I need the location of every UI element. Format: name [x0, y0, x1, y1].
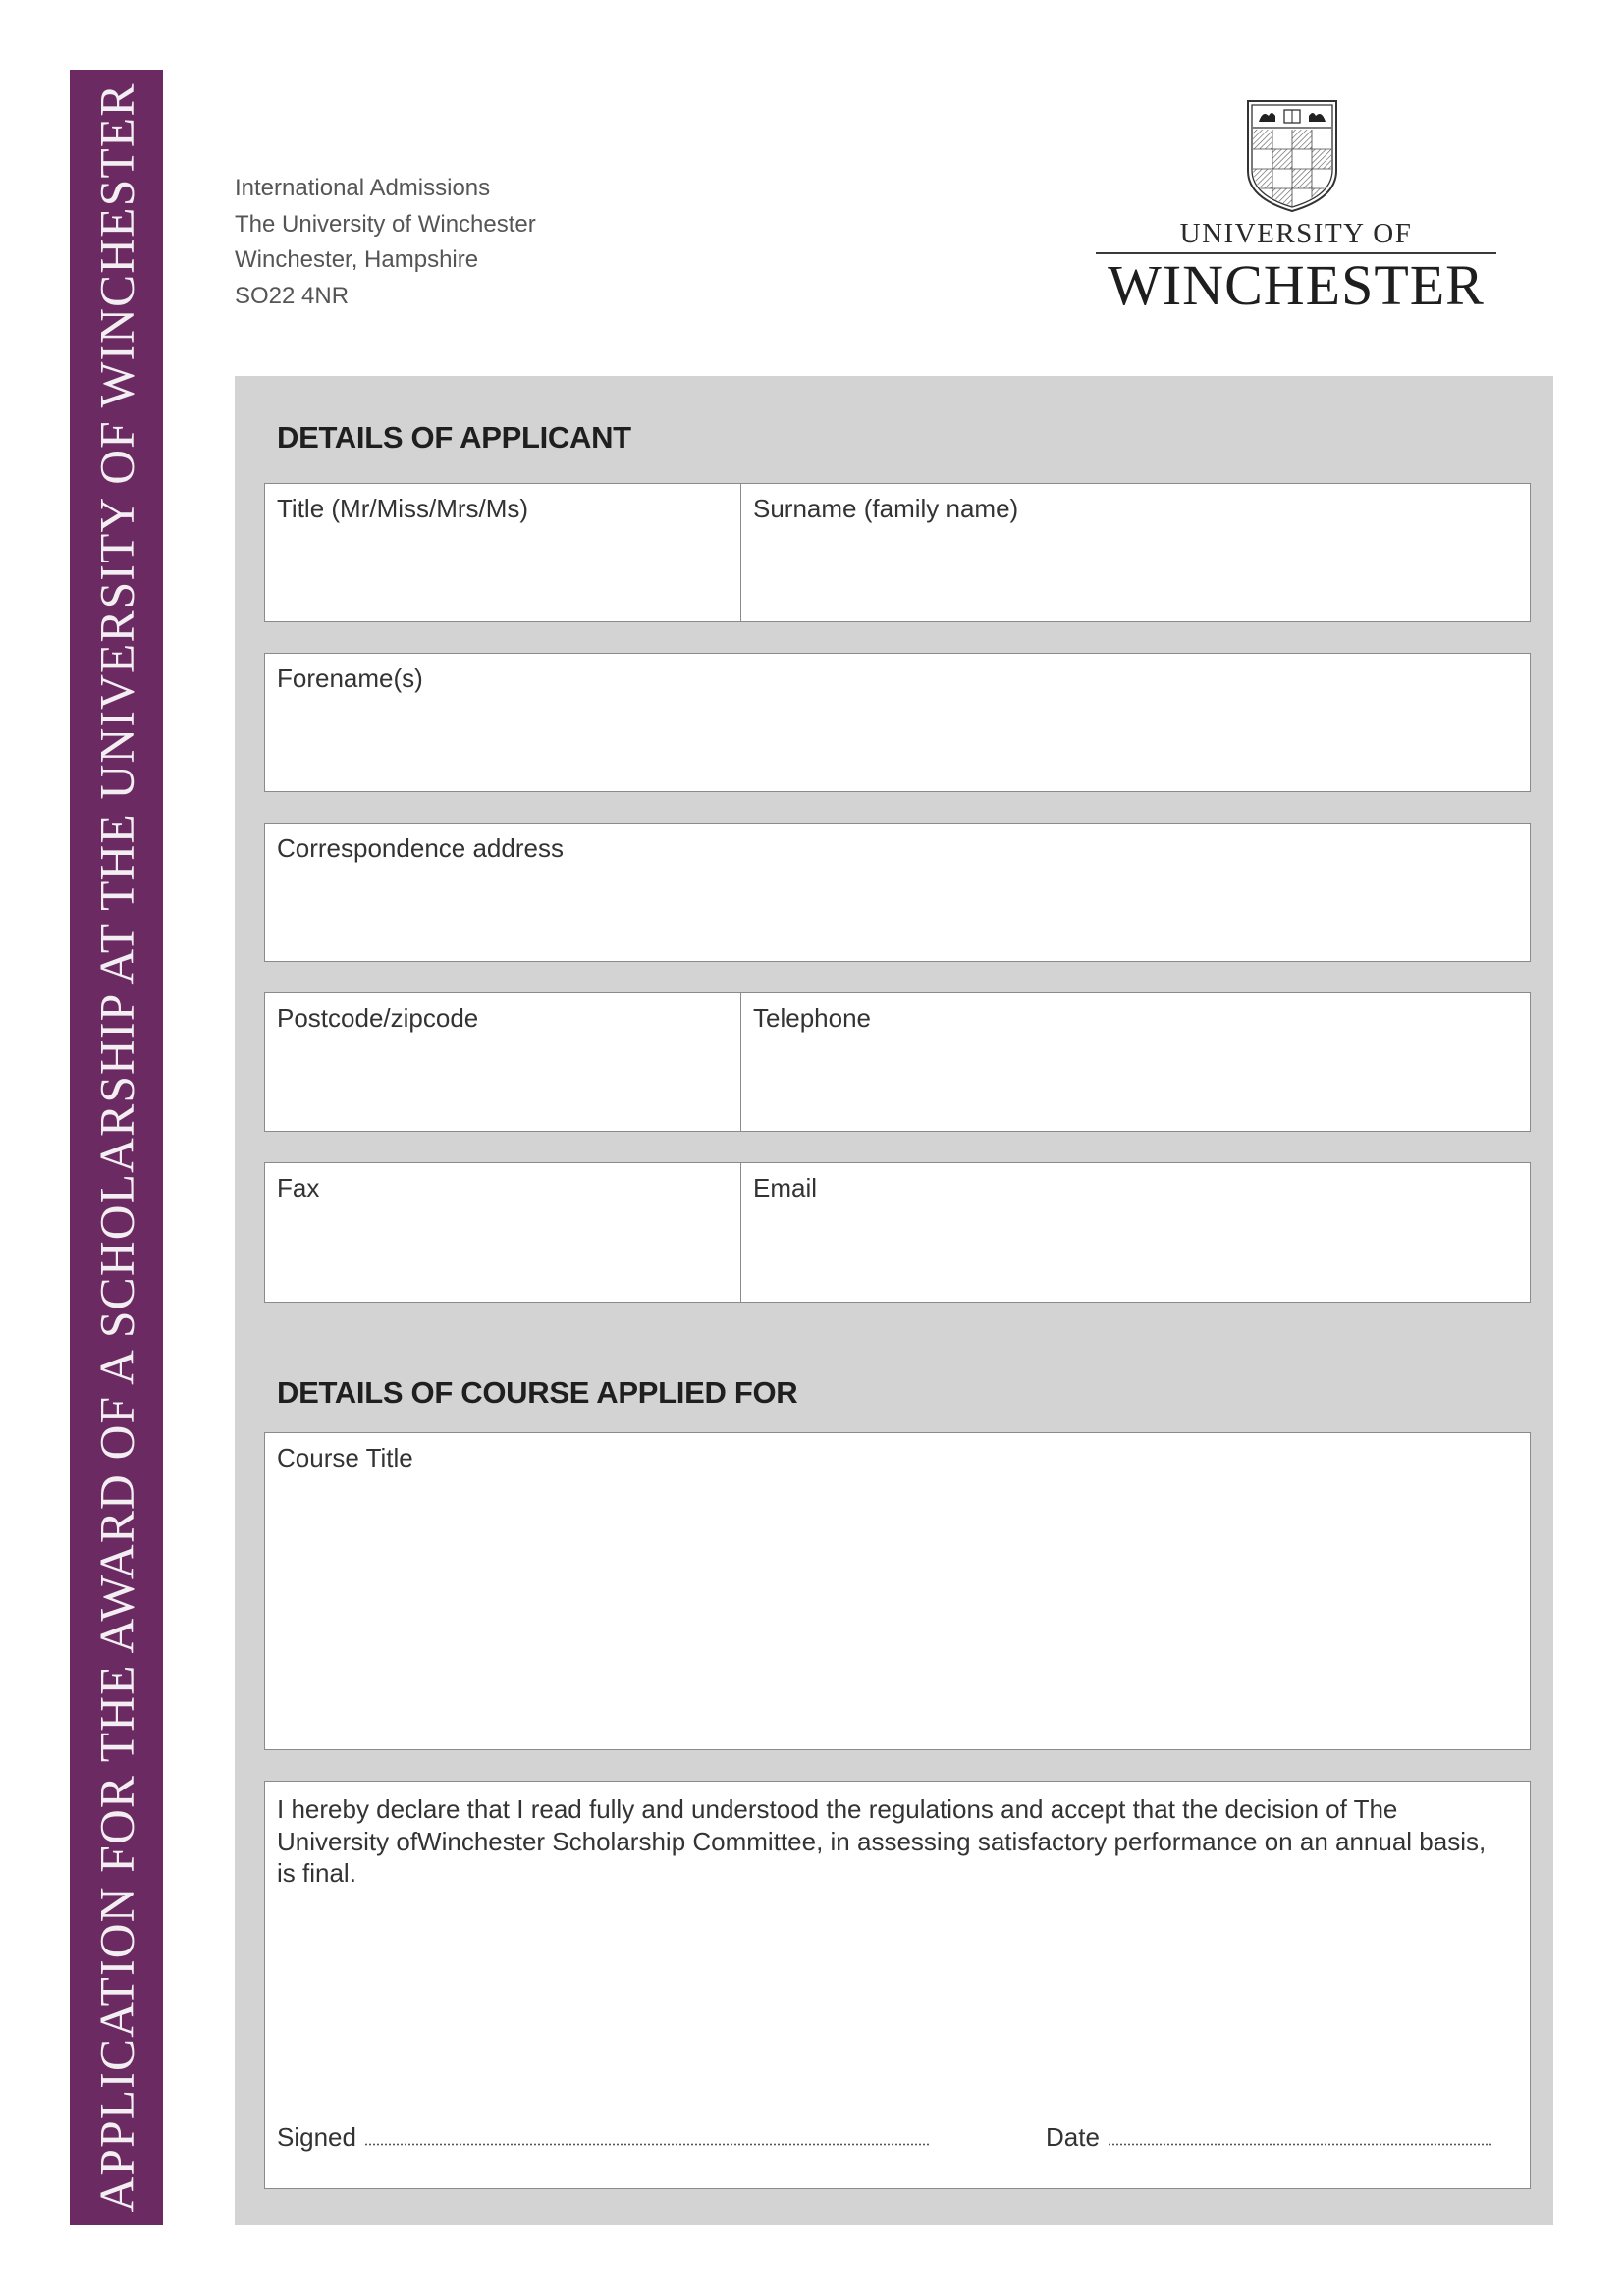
telephone-label: Telephone — [753, 1003, 871, 1033]
postcode-field[interactable] — [265, 993, 740, 1131]
date-dotted-line[interactable] — [1108, 2143, 1492, 2146]
telephone-field[interactable] — [740, 993, 1530, 1131]
forenames-label: Forename(s) — [277, 664, 423, 693]
postcode-label: Postcode/zipcode — [277, 1003, 479, 1033]
admissions-address — [235, 171, 536, 314]
signed-label: Signed — [277, 2122, 356, 2152]
section-heading-course: DETAILS OF COURSE APPLIED FOR — [277, 1375, 798, 1410]
course-title-label: Course Title — [277, 1443, 413, 1472]
title-field[interactable] — [265, 484, 740, 621]
forenames-field[interactable] — [264, 653, 1531, 792]
section-heading-applicant: DETAILS OF APPLICANT — [277, 420, 631, 454]
declaration-box — [264, 1781, 1531, 2189]
surname-label: Surname (family name) — [753, 494, 1019, 523]
address-line: International Admissions — [235, 175, 491, 201]
title-label: Title (Mr/Miss/Mrs/Ms) — [277, 494, 529, 523]
row-fax-email — [264, 1162, 1531, 1303]
signature-dotted-line[interactable] — [364, 2143, 930, 2146]
row-postcode-telephone — [264, 992, 1531, 1132]
declaration-text: I hereby declare that I read fully and understood the regulations and accept that the decision of The University ofWinchester Scholarship Committee, in assessing satisfactory performance on an annual basis, is final. — [277, 1794, 1487, 1888]
address-line: SO22 4NR — [235, 282, 350, 309]
surname-field[interactable] — [740, 484, 1530, 621]
correspondence-address-label: Correspondence address — [277, 833, 564, 863]
university-logo — [1090, 98, 1502, 317]
sidebar-banner — [70, 70, 163, 2225]
fax-label: Fax — [277, 1173, 320, 1202]
address-line: Winchester, Hampshire — [235, 246, 479, 273]
address-line: The University of Winchester — [235, 210, 536, 238]
date-line[interactable] — [1046, 2122, 1492, 2153]
form-title-vertical: APPLICATION FOR THE AWARD OF A SCHOLARSHIP AT THE UNIVERSITY OF WINCHESTER — [88, 82, 143, 2213]
logo-line-winchester: WINCHESTER — [1108, 253, 1485, 317]
university-shield-icon — [1247, 100, 1337, 212]
fax-field[interactable] — [265, 1163, 740, 1302]
signature-line[interactable] — [277, 2122, 930, 2153]
row-title-surname — [264, 483, 1531, 622]
email-field[interactable] — [740, 1163, 1530, 1302]
email-label: Email — [753, 1173, 818, 1202]
correspondence-address-field[interactable] — [264, 823, 1531, 962]
date-label: Date — [1046, 2122, 1100, 2152]
logo-line-university-of: UNIVERSITY OF — [1179, 218, 1413, 249]
course-title-field[interactable] — [264, 1432, 1531, 1750]
